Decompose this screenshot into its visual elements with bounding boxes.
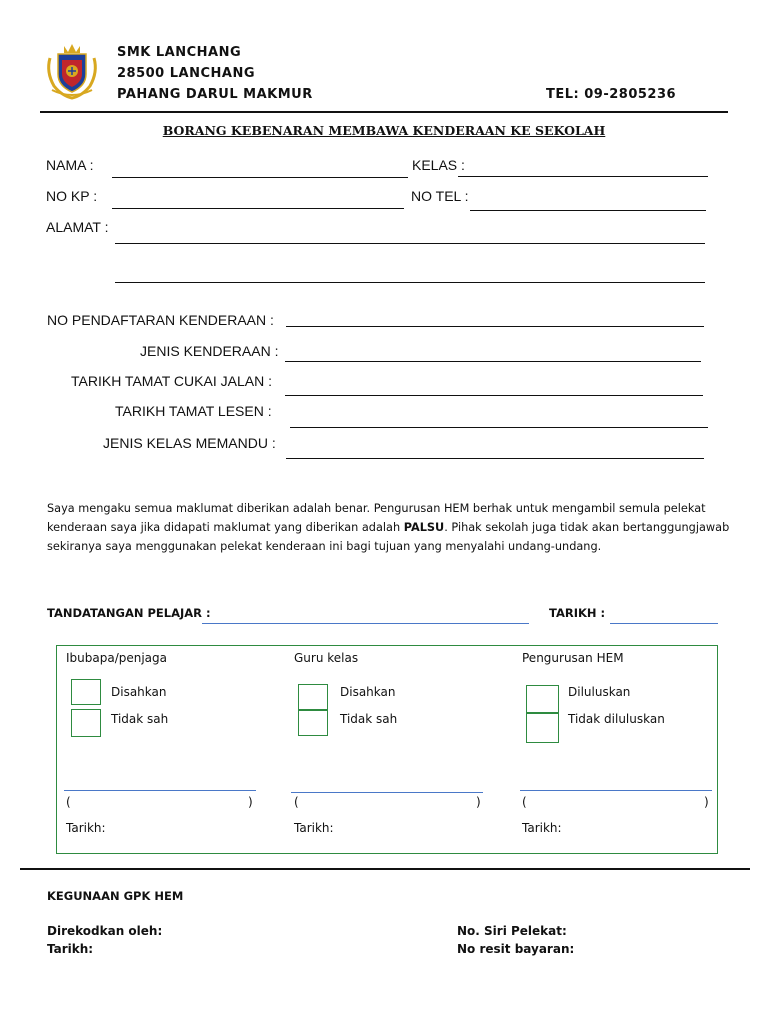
parent-name-open-paren: ( [66,795,71,809]
school-state: PAHANG DARUL MAKMUR [117,87,313,102]
alamat-field-1[interactable] [115,243,705,244]
cukai-jalan-label: TARIKH TAMAT CUKAI JALAN : [71,373,272,389]
teacher-approve-label: Disahkan [340,685,396,699]
cukai-jalan-field[interactable] [285,395,703,396]
kelas-field[interactable] [458,176,708,177]
declaration-line-3: sekiranya saya menggunakan pelekat kenderaan ini bagi tujuan yang menyalahi undang-undang. [47,540,602,553]
school-address: 28500 LANCHANG [117,66,256,81]
no-pendaftaran-label: NO PENDAFTARAN KENDERAAN : [47,312,274,328]
form-title: BORANG KEBENARAN MEMBAWA KENDERAAN KE SEKOLAH [162,123,606,138]
nama-label: NAMA : [46,157,94,173]
declaration-line-2-b: . Pihak sekolah juga tidak akan bertanggungjawab [444,521,730,534]
parent-name-close-paren: ) [248,795,253,809]
tamat-lesen-field[interactable] [290,427,708,428]
hem-name-open-paren: ( [522,795,527,809]
school-crest [44,40,100,100]
no-tel-field[interactable] [470,210,706,211]
kelas-label: KELAS : [412,157,465,173]
parent-approve-label: Disahkan [111,685,167,699]
kelas-memandu-field[interactable] [286,458,704,459]
hem-approve-checkbox[interactable] [526,685,559,713]
no-kp-label: NO KP : [46,188,98,204]
hem-reject-checkbox[interactable] [526,713,559,743]
hem-signature-field[interactable] [520,790,712,791]
no-tel-label: NO TEL : [411,188,469,204]
student-signature-label: TANDATANGAN PELAJAR : [47,606,211,620]
teacher-approve-checkbox[interactable] [298,684,328,710]
office-heading: KEGUNAAN GPK HEM [47,889,184,903]
office-divider [20,868,750,870]
hem-reject-label: Tidak diluluskan [568,712,665,726]
jenis-kenderaan-field[interactable] [285,361,701,362]
header-divider [40,111,728,113]
teacher-date-label: Tarikh: [294,821,334,835]
approval-hem-title: Pengurusan HEM [522,651,624,665]
office-direkodkan-label: Direkodkan oleh: [47,924,163,938]
declaration-line-1: Saya mengaku semua maklumat diberikan adalah benar. Pengurusan HEM berhak untuk mengambil semula pelekat [47,502,706,515]
student-date-label: TARIKH : [549,606,606,620]
parent-signature-field[interactable] [64,790,256,791]
teacher-reject-label: Tidak sah [340,712,398,726]
approval-teacher-title: Guru kelas [294,651,359,665]
kelas-memandu-label: JENIS KELAS MEMANDU : [103,435,276,451]
declaration-palsu: PALSU [403,521,445,534]
student-signature-field[interactable] [202,623,529,624]
nama-field[interactable] [112,177,408,178]
teacher-signature-field[interactable] [291,792,483,793]
alamat-field-2[interactable] [115,282,705,283]
approval-box [56,645,718,854]
declaration-line-2 [47,518,737,537]
no-kp-field[interactable] [112,208,404,209]
no-pendaftaran-field[interactable] [286,326,704,327]
jenis-kenderaan-label: JENIS KENDERAAN : [140,343,279,359]
declaration-line-2-a: kenderaan saya jika didapati maklumat yang diberikan adalah [47,521,404,534]
teacher-reject-checkbox[interactable] [298,710,328,736]
student-date-field[interactable] [610,623,718,624]
alamat-label: ALAMAT : [46,219,109,235]
parent-reject-label: Tidak sah [111,712,169,726]
parent-date-label: Tarikh: [66,821,106,835]
approval-parent-title: Ibubapa/penjaga [66,651,168,665]
tamat-lesen-label: TARIKH TAMAT LESEN : [115,403,272,419]
teacher-name-close-paren: ) [476,795,481,809]
hem-date-label: Tarikh: [522,821,562,835]
office-no-siri-label: No. Siri Pelekat: [457,924,567,938]
teacher-name-open-paren: ( [294,795,299,809]
school-phone: TEL: 09-2805236 [546,87,677,102]
hem-name-close-paren: ) [704,795,709,809]
school-name: SMK LANCHANG [117,45,242,60]
office-tarikh-label: Tarikh: [47,942,94,956]
hem-approve-label: Diluluskan [568,685,631,699]
parent-reject-checkbox[interactable] [71,709,101,737]
parent-approve-checkbox[interactable] [71,679,101,705]
office-no-resit-label: No resit bayaran: [457,942,575,956]
